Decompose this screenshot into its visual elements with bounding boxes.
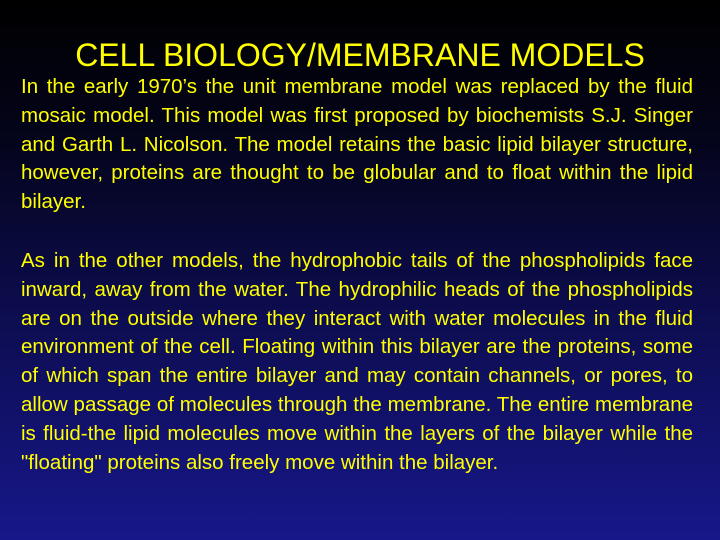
paragraph-membrane-structure: As in the other models, the hydrophobic tails of the phospholipids face inward, away from the water. The hydrophilic heads of the phospholipids are on the outside where they interact with water molecules in the fluid environment of the cell. Floating within this bilayer are the proteins, some of which span the entire bilayer and may contain channels, or pores, to allow passage of molecules through the membrane. The entire membrane is fluid-the lipid molecules move within the layers of the bilayer while the "floating" proteins also freely move within the bilayer. <box>21 249 693 474</box>
paragraph-fluid-mosaic-intro: In the early 1970’s the unit membrane model was replaced by the fluid mosaic model. This model was first proposed by biochemists S.J. Singer and Garth L. Nicolson. The model retains the basic lipid bilayer structure, however, proteins are thought to be globular and to float within the lipid bilayer. <box>21 75 693 214</box>
slide-title: CELL BIOLOGY/MEMBRANE MODELS <box>75 37 645 74</box>
